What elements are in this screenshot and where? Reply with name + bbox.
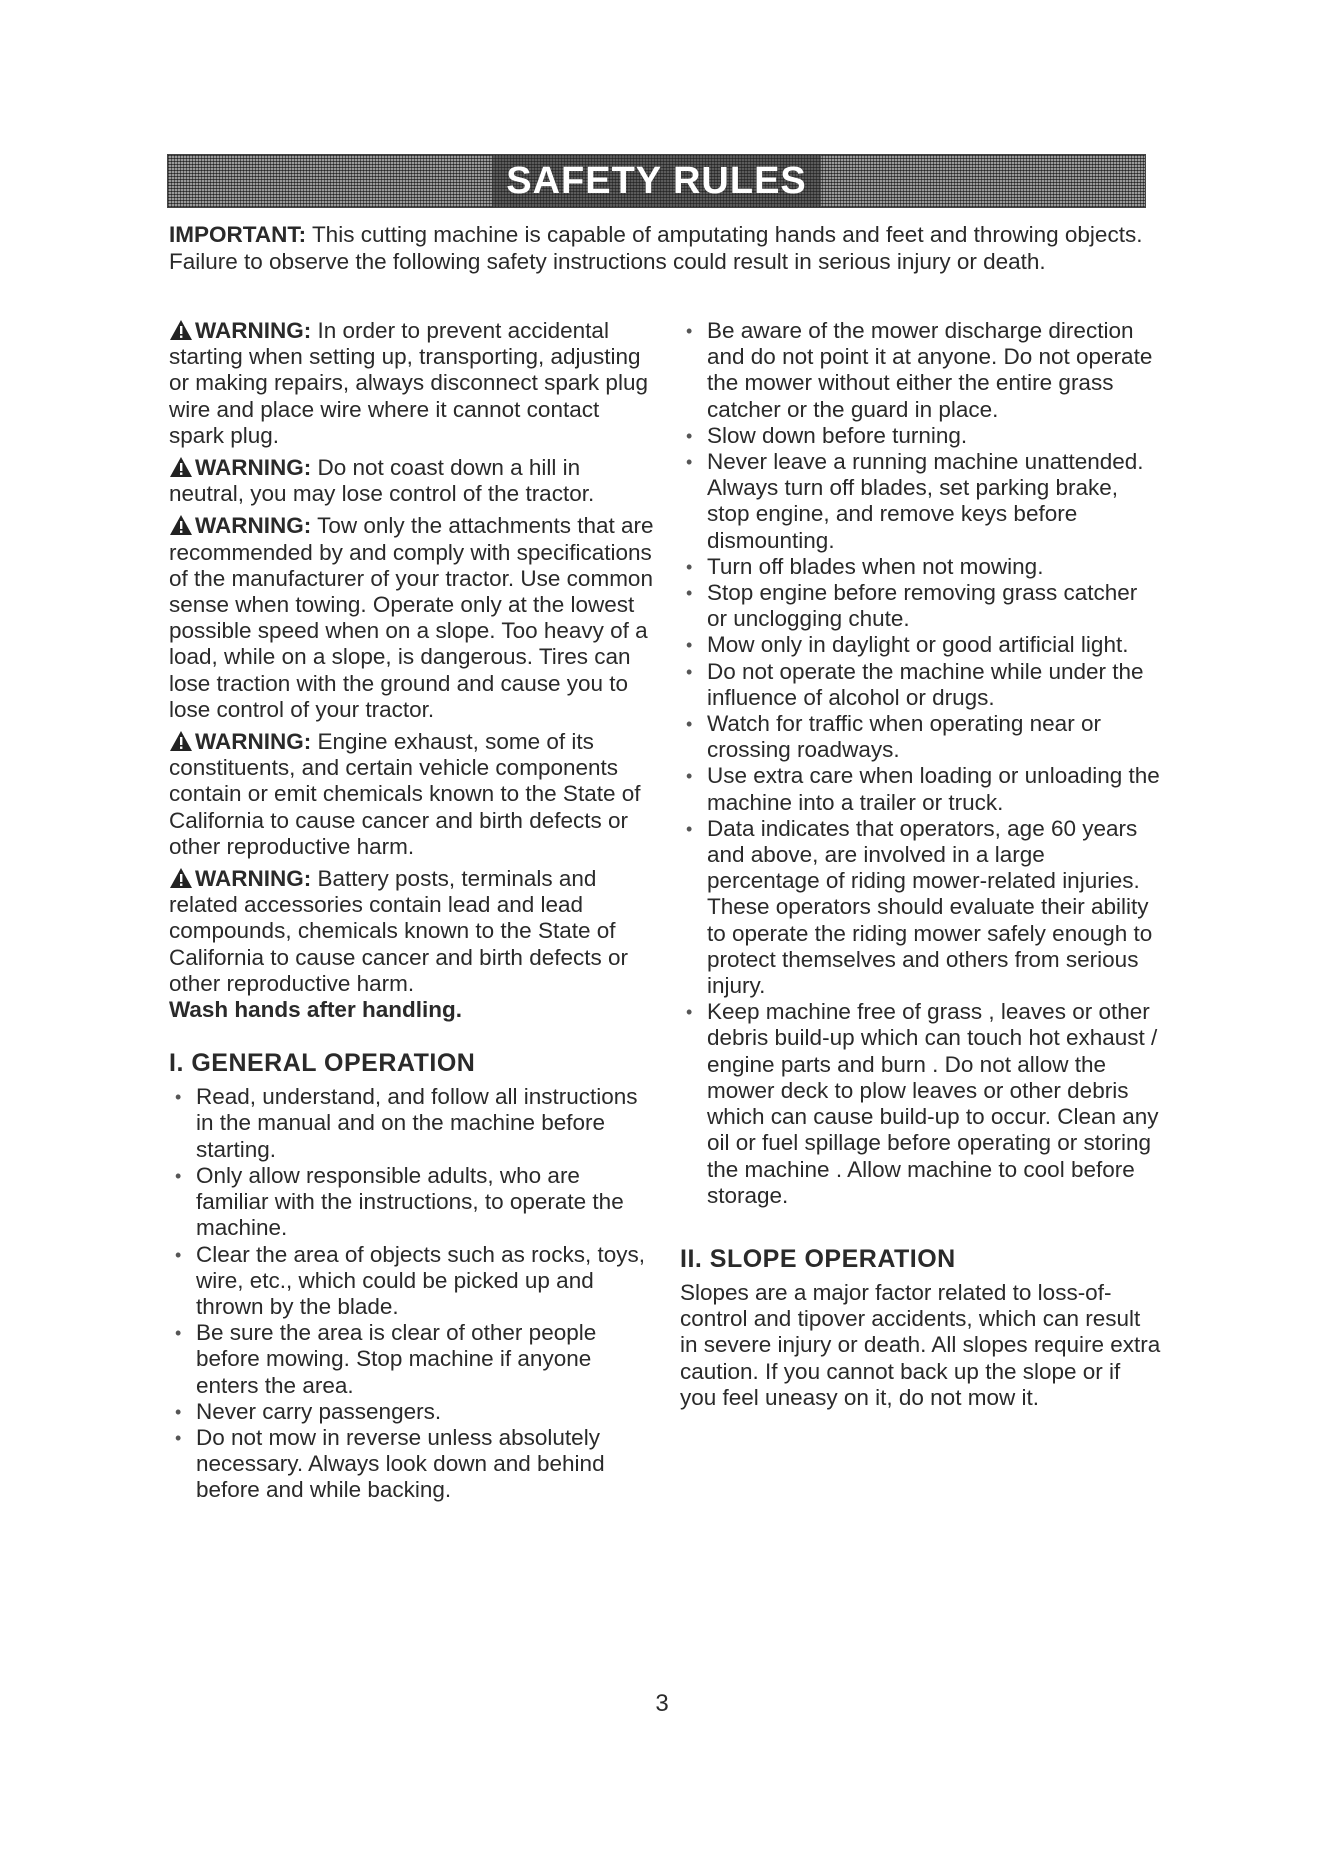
warning-block (169, 729, 657, 860)
list-item: • Do not operate the machine while under the influence of alcohol or drugs. (680, 659, 1162, 711)
warning-text: Do not coast down a hill in neutral, you may lose control of the tractor. (169, 455, 595, 507)
list-item: • Turn off blades when not mowing. (680, 554, 1162, 580)
warning-label: WARNING: (195, 455, 312, 481)
warning-label: WARNING: (195, 866, 312, 892)
list-item: • Mow only in daylight or good artificial light. (680, 632, 1162, 658)
general-operation-list (169, 1084, 657, 1503)
warning-triangle-icon (169, 319, 193, 341)
list-item: • Watch for traffic when operating near or crossing roadways. (680, 711, 1162, 763)
warning-emphasis: Wash hands after handling. (169, 997, 462, 1023)
list-item: • Slow down before turning. (680, 423, 1162, 449)
warning-text: Battery posts, terminals and related accessories contain lead and lead compounds, chemicals known to the State of California to cause cancer and birth defects or other reproductive harm. (169, 866, 628, 996)
warning-triangle-icon (169, 456, 193, 478)
left-column (169, 318, 657, 1504)
warning-label: WARNING: (195, 513, 312, 539)
section-banner (167, 154, 1146, 208)
warning-block (169, 455, 657, 507)
list-item: • Only allow responsible adults, who are familiar with the instructions, to operate the machine. (169, 1163, 657, 1242)
warning-text: In order to prevent accidental starting when setting up, transporting, adjusting or making repairs, always disconnect spark plug wire and place wire where it cannot contact spark plug. (169, 318, 648, 448)
list-item: • Do not mow in reverse unless absolutely necessary. Always look down and behind before and while backing. (169, 1425, 657, 1504)
intro-lead: IMPORTANT: (169, 222, 307, 247)
slope-operation-text: Slopes are a major factor related to loss-of-control and tipover accidents, which can result in severe injury or death. All slopes require extra caution. If you cannot back up the slope or if you feel uneasy on it, do not mow it. (680, 1279, 1161, 1410)
warning-block (169, 318, 657, 449)
banner-title: SAFETY RULES (492, 156, 821, 206)
general-operation-heading: I. GENERAL OPERATION (169, 1049, 476, 1078)
warning-label: WARNING: (195, 729, 312, 755)
safety-list (680, 318, 1162, 1209)
warning-triangle-icon (169, 867, 193, 889)
list-item: • Never carry passengers. (169, 1399, 657, 1425)
list-item: • Clear the area of objects such as rocks, toys, wire, etc., which could be picked up and thrown by the blade. (169, 1242, 657, 1321)
intro-paragraph (169, 222, 1149, 275)
intro-text: This cutting machine is capable of amputating hands and feet and throwing objects. Failure to observe the following safety instructions could result in serious injury or death. (169, 222, 1143, 274)
warning-triangle-icon (169, 730, 193, 752)
right-column (680, 318, 1162, 1411)
list-item: • Never leave a running machine unattended. Always turn off blades, set parking brake, stop engine, and remove keys before dismounting. (680, 449, 1162, 554)
warning-triangle-icon (169, 514, 193, 536)
list-item: • Data indicates that operators, age 60 years and above, are involved in a large percentage of riding mower-related injuries. These operators should evaluate their ability to operate the riding mower safely enough to protect themselves and others from serious injury. (680, 816, 1162, 999)
page-number: 3 (655, 1690, 669, 1717)
list-item: • Be aware of the mower discharge direction and do not point it at anyone. Do not operate the mower without either the entire grass catcher or the guard in place. (680, 318, 1162, 423)
warning-block (169, 513, 657, 723)
list-item: • Be sure the area is clear of other people before mowing. Stop machine if anyone enters the area. (169, 1320, 657, 1399)
warning-block (169, 866, 657, 1023)
list-item: • Keep machine free of grass , leaves or other debris build-up which can touch hot exhaust / engine parts and burn . Do not allow the mower deck to plow leaves or other debris which can cause build-up to occur. Clean any oil or fuel spillage before operating or storing the machine . Allow machine to cool before storage. (680, 999, 1162, 1209)
warning-label: WARNING: (195, 318, 312, 343)
list-item: • Use extra care when loading or unloading the machine into a trailer or truck. (680, 763, 1162, 815)
list-item: • Stop engine before removing grass catcher or unclogging chute. (680, 580, 1162, 632)
slope-operation-heading: II. SLOPE OPERATION (680, 1244, 956, 1273)
warning-text: Engine exhaust, some of its constituents, and certain vehicle components contain or emit chemicals known to the State of California to cause cancer and birth defects or other reproductive harm. (169, 729, 641, 859)
warning-text: Tow only the attachments that are recommended by and comply with specifications of the manufacturer of your tractor. Use common sense when towing. Operate only at the lowest possible speed when on a slope. Too heavy of a load, while on a slope, is dangerous. Tires can lose traction with the ground and cause you to lose control of your tractor. (169, 513, 654, 722)
list-item: • Read, understand, and follow all instructions in the manual and on the machine before starting. (169, 1084, 657, 1163)
